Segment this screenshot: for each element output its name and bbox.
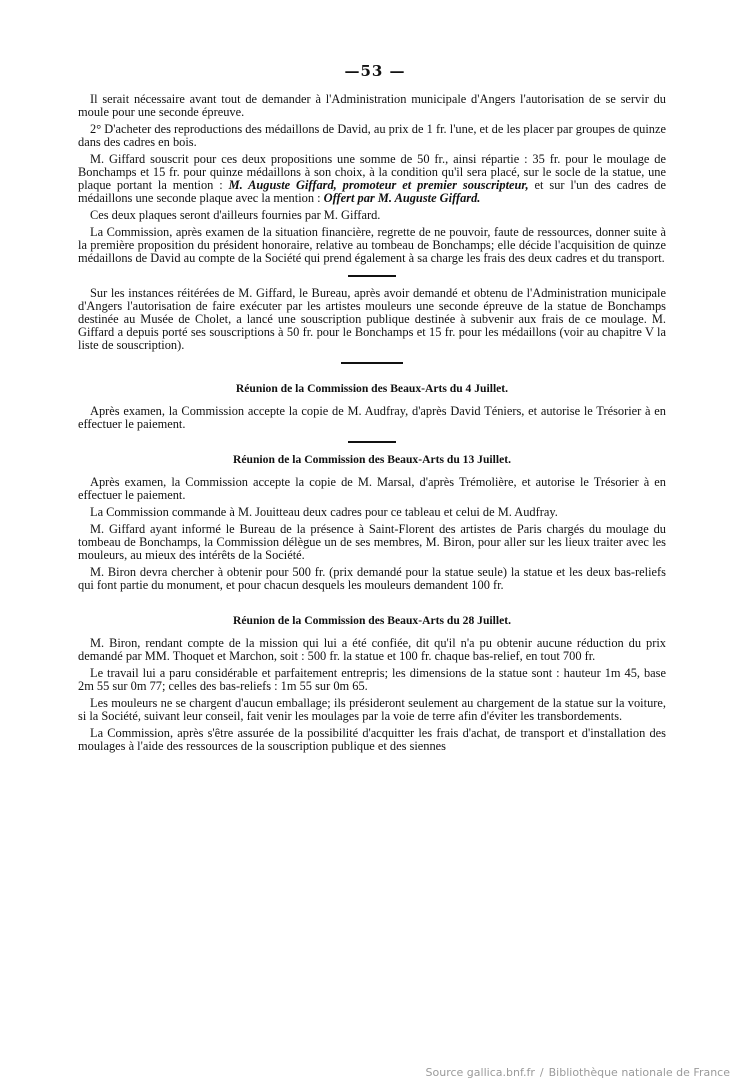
source-footer [426,1066,730,1079]
paragraph: La Commission, après s'être assurée de la possibilité d'acquitter les frais d'achat, de transport et d'installation des moulages à l'aide des ressources de la souscription publique et des siennes [78,726,666,753]
footer-separator: / [539,1066,544,1079]
italic-mention: Offert par M. Auguste Giffard. [323,191,481,205]
paragraph: M. Biron devra chercher à obtenir pour 500 fr. (prix demandé pour la statue seule) la statue et les deux bas-reliefs qui font partie du monument, et pour chacun desquels les mouleurs demandent 100 fr. [78,565,666,592]
library-name: Bibliothèque nationale de France [548,1066,730,1079]
paragraph-text: M. Giffard souscrit pour ces deux propositions une somme de 50 fr., ainsi répartie : 35 fr. pour le moulage de Bonchamps et 15 fr. pour quinze médaillons à son choix, à la condition qu'il sera placé, sur le socle de la statue, une plaque portant la mention : [78,152,666,192]
paragraph: La Commission commande à M. Jouitteau deux cadres pour ce tableau et celui de M. Audfray. [90,505,558,519]
paragraph: Sur les instances réitérées de M. Giffard, le Bureau, après avoir demandé et obtenu de l'Administration municipale d'Angers l'autorisation de faire exécuter par les artistes mouleurs une seconde épreuve de la statue de Bonchamps destinée au Musée de Cholet, a lancé une souscription publique destinée à subvenir aux frais de ce moulage. M. Giffard a depuis porté ses souscriptions à 50 fr. pour le Bonchamps et 15 fr. pour les médaillons (voir au chapitre V la liste de souscription). [78,286,666,352]
source-link[interactable]: Source gallica.bnf.fr [425,1066,535,1079]
paragraph: La Commission, après examen de la situation financière, regrette de ne pouvoir, faute de ressources, donner suite à la première proposition du président honoraire, relative au tombeau de Bonchamps; elle décide l'acquisition de quinze médaillons de David au compte de la Société qui prend également à sa charge les frais des deux cadres et du transport. [78,225,666,265]
section-divider [348,275,396,277]
paragraph: Après examen, la Commission accepte la copie de M. Marsal, d'après Trémolière, et autorise le Trésorier à en effectuer le paiement. [78,475,666,502]
page-body [78,93,666,757]
italic-mention: M. Auguste Giffard, promoteur et premier souscripteur, [228,178,529,192]
paragraph [78,153,666,205]
paragraph: Ces deux plaques seront d'ailleurs fournies par M. Giffard. [90,208,381,222]
paragraph: Après examen, la Commission accepte la copie de M. Audfray, d'après David Téniers, et autorise le Trésorier à en effectuer le paiement. [78,404,666,431]
paragraph-text: et sur l'un des cadres de médaillons une seconde plaque avec la mention : [78,178,666,205]
paragraph: Il serait nécessaire avant tout de demander à l'Administration municipale d'Angers l'autorisation de se servir du moule pour une seconde épreuve. [78,92,666,119]
section-heading: Réunion de la Commission des Beaux-Arts du 28 Juillet. [233,614,511,627]
section-divider [341,362,403,364]
paragraph: M. Giffard ayant informé le Bureau de la présence à Saint-Florent des artistes de Paris chargés du moulage du tombeau de Bonchamps, la Commission délègue un de ses membres, M. Biron, pour aller sur les lieux traiter avec les mouleurs, au mieux des intérêts de la Société. [78,522,666,562]
section-divider [348,441,396,443]
paragraph: 2° D'acheter des reproductions des médaillons de David, au prix de 1 fr. l'une, et de les placer par groupes de quinze dans des cadres en bois. [78,122,666,149]
page-number: —53 — [344,62,406,80]
paragraph: Le travail lui a paru considérable et parfaitement entrepris; les dimensions de la statue sont : hauteur 1m 45, base 2m 55 sur 0m 77; celles des bas-reliefs : 1m 55 sur 0m 65. [78,666,666,693]
paragraph: M. Biron, rendant compte de la mission qui lui a été confiée, dit qu'il n'a pu obtenir aucune réduction du prix demandé par MM. Thoquet et Marchon, soit : 500 fr. la statue et 100 fr. chaque bas-relief, en tout 700 fr. [78,636,666,663]
paragraph: Les mouleurs ne se chargent d'aucun emballage; ils présideront seulement au chargement de la statue sur la voiture, si la Société, suivant leur conseil, fait venir les moulages par la voie de terre afin d'éviter les transbordements. [78,696,666,723]
section-heading: Réunion de la Commission des Beaux-Arts du 4 Juillet. [235,382,509,395]
section-heading: Réunion de la Commission des Beaux-Arts du 13 Juillet. [233,453,511,466]
